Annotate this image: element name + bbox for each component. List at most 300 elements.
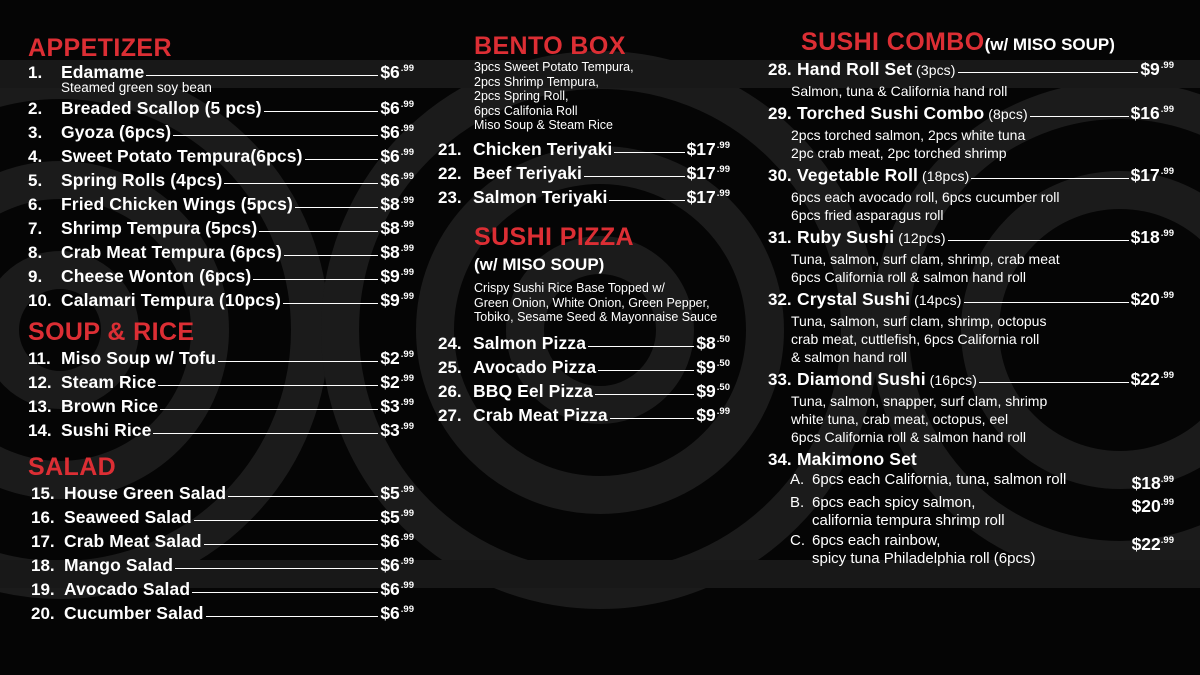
item-price: $\$9^{.50}$ (696, 380, 730, 401)
leader-line (192, 592, 378, 593)
item-description: & salmon hand roll (791, 349, 907, 365)
leader-line (958, 72, 1139, 73)
leader-line (153, 433, 378, 434)
leader-line (614, 152, 684, 153)
menu-item[interactable] (438, 139, 730, 163)
item-number: 22. (438, 163, 462, 183)
menu-entry (28, 146, 414, 170)
menu-item[interactable] (28, 348, 414, 372)
item-name: Shrimp Tempura (5pcs) (61, 218, 258, 238)
item-description: 2pcs torched salmon, 2pcs white tuna (791, 127, 1026, 143)
item-name: Breaded Scallop (5 pcs) (61, 98, 262, 118)
item-price: $\$9^{.50}$ (696, 356, 730, 377)
item-number: 34. (768, 450, 792, 469)
pizza-includes (474, 281, 730, 325)
item-name: Crab Meat Tempura (6pcs) (61, 242, 282, 262)
item-price: $\$6^{.99}$ (380, 146, 414, 166)
menu-item[interactable] (768, 227, 1174, 250)
menu-entry (438, 405, 730, 429)
item-name: Cucumber Salad (64, 603, 204, 623)
item-name: Brown Rice (61, 396, 159, 416)
price-cents: .99 (400, 267, 414, 278)
include-line: 2pcs Spring Roll, (474, 89, 569, 104)
menu-item[interactable] (768, 165, 1174, 188)
item-description: Tuna, salmon, surf clam, shrimp, crab meat (791, 251, 1060, 267)
item-name: Vegetable Roll (18pcs) (797, 165, 970, 185)
price-cents: .99 (400, 195, 414, 206)
leader-line (283, 303, 378, 304)
item-name: Makimono Set (797, 449, 917, 469)
menu-entry (31, 579, 414, 603)
item-number: 14. (28, 421, 52, 440)
option-text (812, 494, 1132, 530)
item-price: $\$9^{.99}$ (380, 266, 414, 286)
item-price: $\$17^{.99}$ (1130, 165, 1174, 185)
price-cents: .99 (400, 580, 414, 591)
item-description: crab meat, cuttlefish, 6pcs California roll (791, 331, 1040, 347)
price-cents: .99 (400, 397, 414, 408)
menu-entry (768, 103, 1174, 162)
menu-entry (438, 357, 730, 381)
item-price: $\$20^{.99}$ (1130, 289, 1174, 309)
menu-item[interactable] (28, 98, 414, 122)
menu-entry (31, 483, 414, 507)
item-name: Steam Rice (61, 372, 157, 392)
item-price: $\$9^{.99}$ (696, 404, 730, 425)
item-qty: (14pcs) (910, 292, 962, 308)
leader-line (206, 616, 379, 617)
price-cents: .99 (1160, 370, 1174, 381)
menu-entry (28, 62, 414, 95)
item-description: 6pcs each avocado roll, 6pcs cucumber roll (791, 189, 1060, 205)
item-qty: (3pcs) (912, 62, 956, 78)
menu-entry (28, 194, 414, 218)
menu-entry (28, 98, 414, 122)
item-description: Tuna, salmon, surf clam, shrimp, octopus (791, 313, 1047, 329)
leader-line (160, 409, 378, 410)
menu-item[interactable] (768, 103, 1174, 126)
price-cents: .99 (400, 604, 414, 615)
soup-rice-heading: SOUP & RICE (28, 318, 195, 346)
item-price: $\$3^{.99}$ (380, 420, 414, 440)
leader-line (228, 496, 378, 497)
combo-subtitle: (w/ MISO SOUP) (984, 35, 1115, 54)
menu-entry (768, 289, 1174, 366)
include-line: 6pcs Califonia Roll (474, 103, 578, 118)
makimono-option[interactable] (790, 471, 1174, 492)
item-name: Hand Roll Set (3pcs) (797, 59, 956, 79)
leader-line (979, 382, 1129, 383)
menu-item[interactable] (31, 555, 414, 579)
item-number: 3. (28, 123, 43, 142)
salad-list (31, 483, 414, 627)
leader-line (253, 279, 378, 280)
makimono-set (768, 449, 1174, 568)
price-cents: .99 (1160, 60, 1174, 71)
item-name: Edamame (61, 62, 145, 82)
item-number: 6. (28, 195, 43, 214)
item-qty: (18pcs) (918, 168, 970, 184)
item-name: Chicken Teriyaki (473, 138, 613, 159)
leader-line (264, 111, 379, 112)
price-cents: .99 (400, 421, 414, 432)
menu-item[interactable] (31, 483, 414, 507)
item-name: Seaweed Salad (64, 507, 192, 527)
menu-entry (28, 122, 414, 146)
makimono-option[interactable] (790, 532, 1174, 568)
menu-entry (768, 227, 1174, 286)
item-price: $\$5^{.99}$ (380, 507, 414, 527)
price-cents: .99 (400, 63, 414, 74)
price-cents: .99 (716, 163, 730, 175)
item-number: 16. (31, 508, 55, 527)
item-description: Tuna, salmon, snapper, surf clam, shrimp (791, 393, 1048, 409)
menu-item[interactable] (31, 603, 414, 627)
bento-list (438, 139, 730, 211)
menu-entry (31, 531, 414, 555)
item-price: $\$18^{.99}$ (1130, 227, 1174, 247)
leader-line (204, 544, 379, 545)
item-name: Salmon Pizza (473, 332, 587, 353)
price-cents: .99 (1160, 290, 1174, 301)
item-price: $\$8^{.99}$ (380, 194, 414, 214)
option-line: 6pcs each California, tuna, salmon roll (812, 471, 1067, 488)
price-cents: .50 (716, 357, 730, 369)
item-price: $\$22^{.99}$ (1130, 369, 1174, 389)
item-name: Sweet Potato Tempura(6pcs) (61, 146, 303, 166)
item-number: 32. (768, 290, 792, 309)
price-cents: .50 (716, 333, 730, 345)
item-number: 25. (438, 357, 462, 377)
menu-entry (28, 420, 414, 444)
item-name: Miso Soup w/ Tofu (61, 348, 216, 368)
item-price: $\$5^{.99}$ (380, 483, 414, 503)
price-cents: .99 (400, 484, 414, 495)
menu-item[interactable] (438, 405, 730, 429)
menu-item[interactable] (28, 242, 414, 266)
item-price: $\$2^{.99}$ (380, 372, 414, 392)
menu-item[interactable] (28, 146, 414, 170)
option-line: 6pcs each spicy salmon, (812, 494, 976, 511)
menu-item[interactable] (31, 531, 414, 555)
item-name: Crab Meat Pizza (473, 404, 608, 425)
leader-line (295, 207, 378, 208)
item-price: $\$6^{.99}$ (380, 555, 414, 575)
price-cents: .99 (400, 373, 414, 384)
leader-line (598, 370, 694, 371)
menu-item[interactable] (28, 420, 414, 444)
price-cents: .99 (400, 123, 414, 134)
menu-item[interactable] (438, 381, 730, 405)
menu-item[interactable] (31, 507, 414, 531)
menu-item[interactable] (438, 333, 730, 357)
menu-entry (31, 603, 414, 627)
menu-entry (31, 555, 414, 579)
item-name: Crystal Sushi (14pcs) (797, 289, 962, 309)
menu-entry (28, 242, 414, 266)
item-price: $\$3^{.99}$ (380, 396, 414, 416)
item-number: 2. (28, 99, 43, 118)
item-price: $\$6^{.99}$ (380, 531, 414, 551)
item-number: 4. (28, 147, 43, 166)
item-number: 5. (28, 171, 43, 190)
item-name: BBQ Eel Pizza (473, 380, 593, 401)
item-name: Avocado Salad (64, 579, 191, 599)
menu-item[interactable] (28, 290, 414, 314)
item-name: Spring Rolls (4pcs) (61, 170, 223, 190)
menu-item[interactable] (31, 579, 414, 603)
menu-item[interactable] (28, 396, 414, 420)
item-number: 31. (768, 228, 792, 247)
item-number: 18. (31, 556, 55, 575)
makimono-options (768, 471, 1174, 568)
item-name: House Green Salad (64, 483, 227, 503)
item-name: Salmon Teriyaki (473, 186, 608, 207)
salad-heading: SALAD (28, 453, 117, 481)
item-number: 29. (768, 104, 792, 123)
item-number: 17. (31, 532, 55, 551)
item-number: 8. (28, 243, 43, 262)
item-name: Ruby Sushi (12pcs) (797, 227, 946, 247)
menu-item[interactable] (438, 163, 730, 187)
include-line: Miso Soup & Steam Rice (474, 118, 613, 133)
option-letter: A. (790, 471, 805, 488)
item-price: $\$8^{.99}$ (380, 218, 414, 238)
item-number: 9. (28, 267, 43, 286)
item-description: 2pc crab meat, 2pc torched shrimp (791, 145, 1007, 161)
item-price: $\$8^{.50}$ (696, 332, 730, 353)
price-cents: .99 (400, 556, 414, 567)
item-number: 12. (28, 373, 52, 392)
leader-line (964, 302, 1129, 303)
menu-item[interactable] (28, 266, 414, 290)
item-name: Sushi Rice (61, 420, 152, 440)
option-line: 6pcs each rainbow, (812, 532, 941, 549)
pizza-subtitle: (w/ MISO SOUP) (474, 254, 605, 274)
include-line: Green Onion, White Onion, Green Pepper, (474, 295, 710, 310)
item-description: Salmon, tuna & California hand roll (791, 83, 1008, 99)
price-cents: .99 (1160, 535, 1174, 546)
pizza-heading: SUSHI PIZZA (474, 222, 634, 251)
menu-entry (28, 290, 414, 314)
appetizer-list (28, 62, 414, 314)
price-cents: .99 (1160, 228, 1174, 239)
item-name: Crab Meat Salad (64, 531, 202, 551)
item-number: 28. (768, 60, 792, 79)
menu-entry (768, 59, 1174, 100)
menu-item[interactable] (768, 289, 1174, 312)
menu-item[interactable] (28, 122, 414, 146)
leader-line (584, 176, 685, 177)
item-name: Avocado Pizza (473, 356, 597, 377)
item-name: Cheese Wonton (6pcs) (61, 266, 252, 286)
item-price: $\$6^{.99}$ (380, 603, 414, 623)
item-number: 21. (438, 139, 462, 159)
item-description: 6pcs fried asparagus roll (791, 207, 944, 223)
menu-item[interactable] (28, 194, 414, 218)
menu-entry (768, 165, 1174, 224)
item-number: 20. (31, 604, 55, 623)
leader-line (146, 75, 378, 76)
price-cents: .99 (400, 171, 414, 182)
price-cents: .99 (400, 243, 414, 254)
menu-entry (768, 369, 1174, 446)
item-number: 15. (31, 484, 55, 503)
item-name: Torched Sushi Combo (8pcs) (797, 103, 1028, 123)
item-price: $\$9^{.99}$ (1140, 59, 1174, 79)
item-price: $\$8^{.99}$ (380, 242, 414, 262)
menu-item[interactable] (28, 372, 414, 396)
price-cents: .99 (716, 187, 730, 199)
item-price: $\$9^{.99}$ (380, 290, 414, 310)
item-number: 24. (438, 333, 462, 353)
item-price: $\$6^{.99}$ (380, 579, 414, 599)
leader-line (305, 159, 379, 160)
option-price: $\$18^{.99}$ (1131, 473, 1174, 493)
menu-entry (28, 372, 414, 396)
item-number: 30. (768, 166, 792, 185)
option-price: $\$22^{.99}$ (1131, 534, 1174, 554)
option-price: $\$20^{.99}$ (1131, 496, 1174, 516)
menu-item[interactable] (28, 170, 414, 194)
option-line: california tempura shrimp roll (812, 512, 1005, 529)
menu-item[interactable] (28, 218, 414, 242)
pizza-list (438, 333, 730, 429)
item-description: 6pcs California roll & salmon hand roll (791, 269, 1026, 285)
price-cents: .99 (1160, 497, 1174, 508)
left-column (28, 34, 414, 627)
item-price: $\$6^{.99}$ (380, 62, 414, 82)
combo-title: SUSHI COMBO (801, 28, 985, 56)
menu-entry (28, 218, 414, 242)
menu-entry (438, 139, 730, 163)
item-name: Mango Salad (64, 555, 174, 575)
item-description: white tuna, crab meat, octopus, eel (791, 411, 1009, 427)
appetizer-heading: APPETIZER (28, 34, 172, 62)
option-text (812, 471, 1132, 492)
leader-line (588, 346, 694, 347)
item-price: $\$6^{.99}$ (380, 122, 414, 142)
makimono-option[interactable] (790, 494, 1174, 530)
item-number: 1. (28, 63, 43, 82)
menu-entry (28, 170, 414, 194)
leader-line (173, 135, 378, 136)
menu-entry (28, 396, 414, 420)
item-number: 11. (28, 349, 51, 368)
option-letter: B. (790, 494, 805, 511)
item-price: $\$6^{.99}$ (380, 170, 414, 190)
item-number: 27. (438, 405, 462, 425)
item-name: Fried Chicken Wings (5pcs) (61, 194, 293, 214)
include-line: Crispy Sushi Rice Base Topped w/ (474, 280, 665, 295)
menu-item[interactable] (438, 187, 730, 211)
item-number: 13. (28, 397, 52, 416)
price-cents: .99 (400, 219, 414, 230)
item-number: 19. (31, 580, 55, 599)
price-cents: .99 (716, 405, 730, 417)
price-cents: .99 (716, 139, 730, 151)
include-line: Tobiko, Sesame Seed & Mayonnaise Sauce (474, 310, 718, 325)
item-name: Diamond Sushi (16pcs) (797, 369, 978, 389)
leader-line (194, 520, 379, 521)
include-line: 2pcs Shrimp Tempura, (474, 74, 599, 89)
item-name: Gyoza (6pcs) (61, 122, 172, 142)
menu-entry (438, 187, 730, 211)
leader-line (284, 255, 378, 256)
menu-item[interactable] (768, 59, 1174, 82)
item-qty: (12pcs) (894, 230, 946, 246)
option-line: spicy tuna Philadelphia roll (6pcs) (812, 550, 1036, 567)
item-number: 26. (438, 381, 462, 401)
leader-line (259, 231, 378, 232)
leader-line (218, 361, 378, 362)
item-qty: (16pcs) (925, 372, 978, 388)
item-price: $\$17^{.99}$ (686, 186, 730, 207)
menu-entry (28, 266, 414, 290)
menu-entry (438, 163, 730, 187)
item-number: 33. (768, 370, 792, 389)
bento-heading: BENTO BOX (474, 32, 626, 60)
combo-heading (801, 28, 1174, 59)
price-cents: .99 (400, 291, 414, 302)
option-letter: C. (790, 532, 805, 549)
leader-line (595, 394, 694, 395)
item-name: Calamari Tempura (10pcs) (61, 290, 281, 310)
item-number: 7. (28, 219, 43, 238)
leader-line (610, 418, 695, 419)
price-cents: .99 (1160, 166, 1174, 177)
item-name: Beef Teriyaki (473, 162, 582, 183)
menu-entry (438, 381, 730, 405)
leader-line (158, 385, 378, 386)
combo-list (768, 59, 1174, 446)
item-price: $\$2^{.99}$ (380, 348, 414, 368)
leader-line (609, 200, 684, 201)
item-price: $\$16^{.99}$ (1130, 103, 1174, 123)
item-price: $\$17^{.99}$ (686, 138, 730, 159)
option-text (812, 532, 1132, 568)
leader-line (1030, 116, 1129, 117)
leader-line (971, 178, 1128, 179)
soup-rice-list (28, 348, 414, 444)
menu-item[interactable] (768, 369, 1174, 392)
price-cents: .99 (400, 349, 414, 360)
item-number: 23. (438, 187, 462, 207)
item-description: Steamed green soy bean (61, 80, 212, 95)
menu-entry (31, 507, 414, 531)
include-line: 3pcs Sweet Potato Tempura, (474, 60, 634, 74)
bento-includes (474, 60, 730, 133)
price-cents: .99 (400, 147, 414, 158)
price-cents: .50 (716, 381, 730, 393)
menu-item[interactable] (438, 357, 730, 381)
right-column (768, 28, 1174, 570)
leader-line (948, 240, 1129, 241)
leader-line (175, 568, 378, 569)
price-cents: .99 (400, 532, 414, 543)
leader-line (224, 183, 378, 184)
price-cents: .99 (1160, 474, 1174, 485)
middle-column (438, 32, 730, 429)
price-cents: .99 (400, 508, 414, 519)
menu-entry (28, 348, 414, 372)
price-cents: .99 (1160, 104, 1174, 115)
menu-entry (438, 333, 730, 357)
item-price: $\$17^{.99}$ (686, 162, 730, 183)
item-qty: (8pcs) (984, 106, 1028, 122)
item-price: $\$6^{.99}$ (380, 98, 414, 118)
item-number: 10. (28, 291, 52, 310)
